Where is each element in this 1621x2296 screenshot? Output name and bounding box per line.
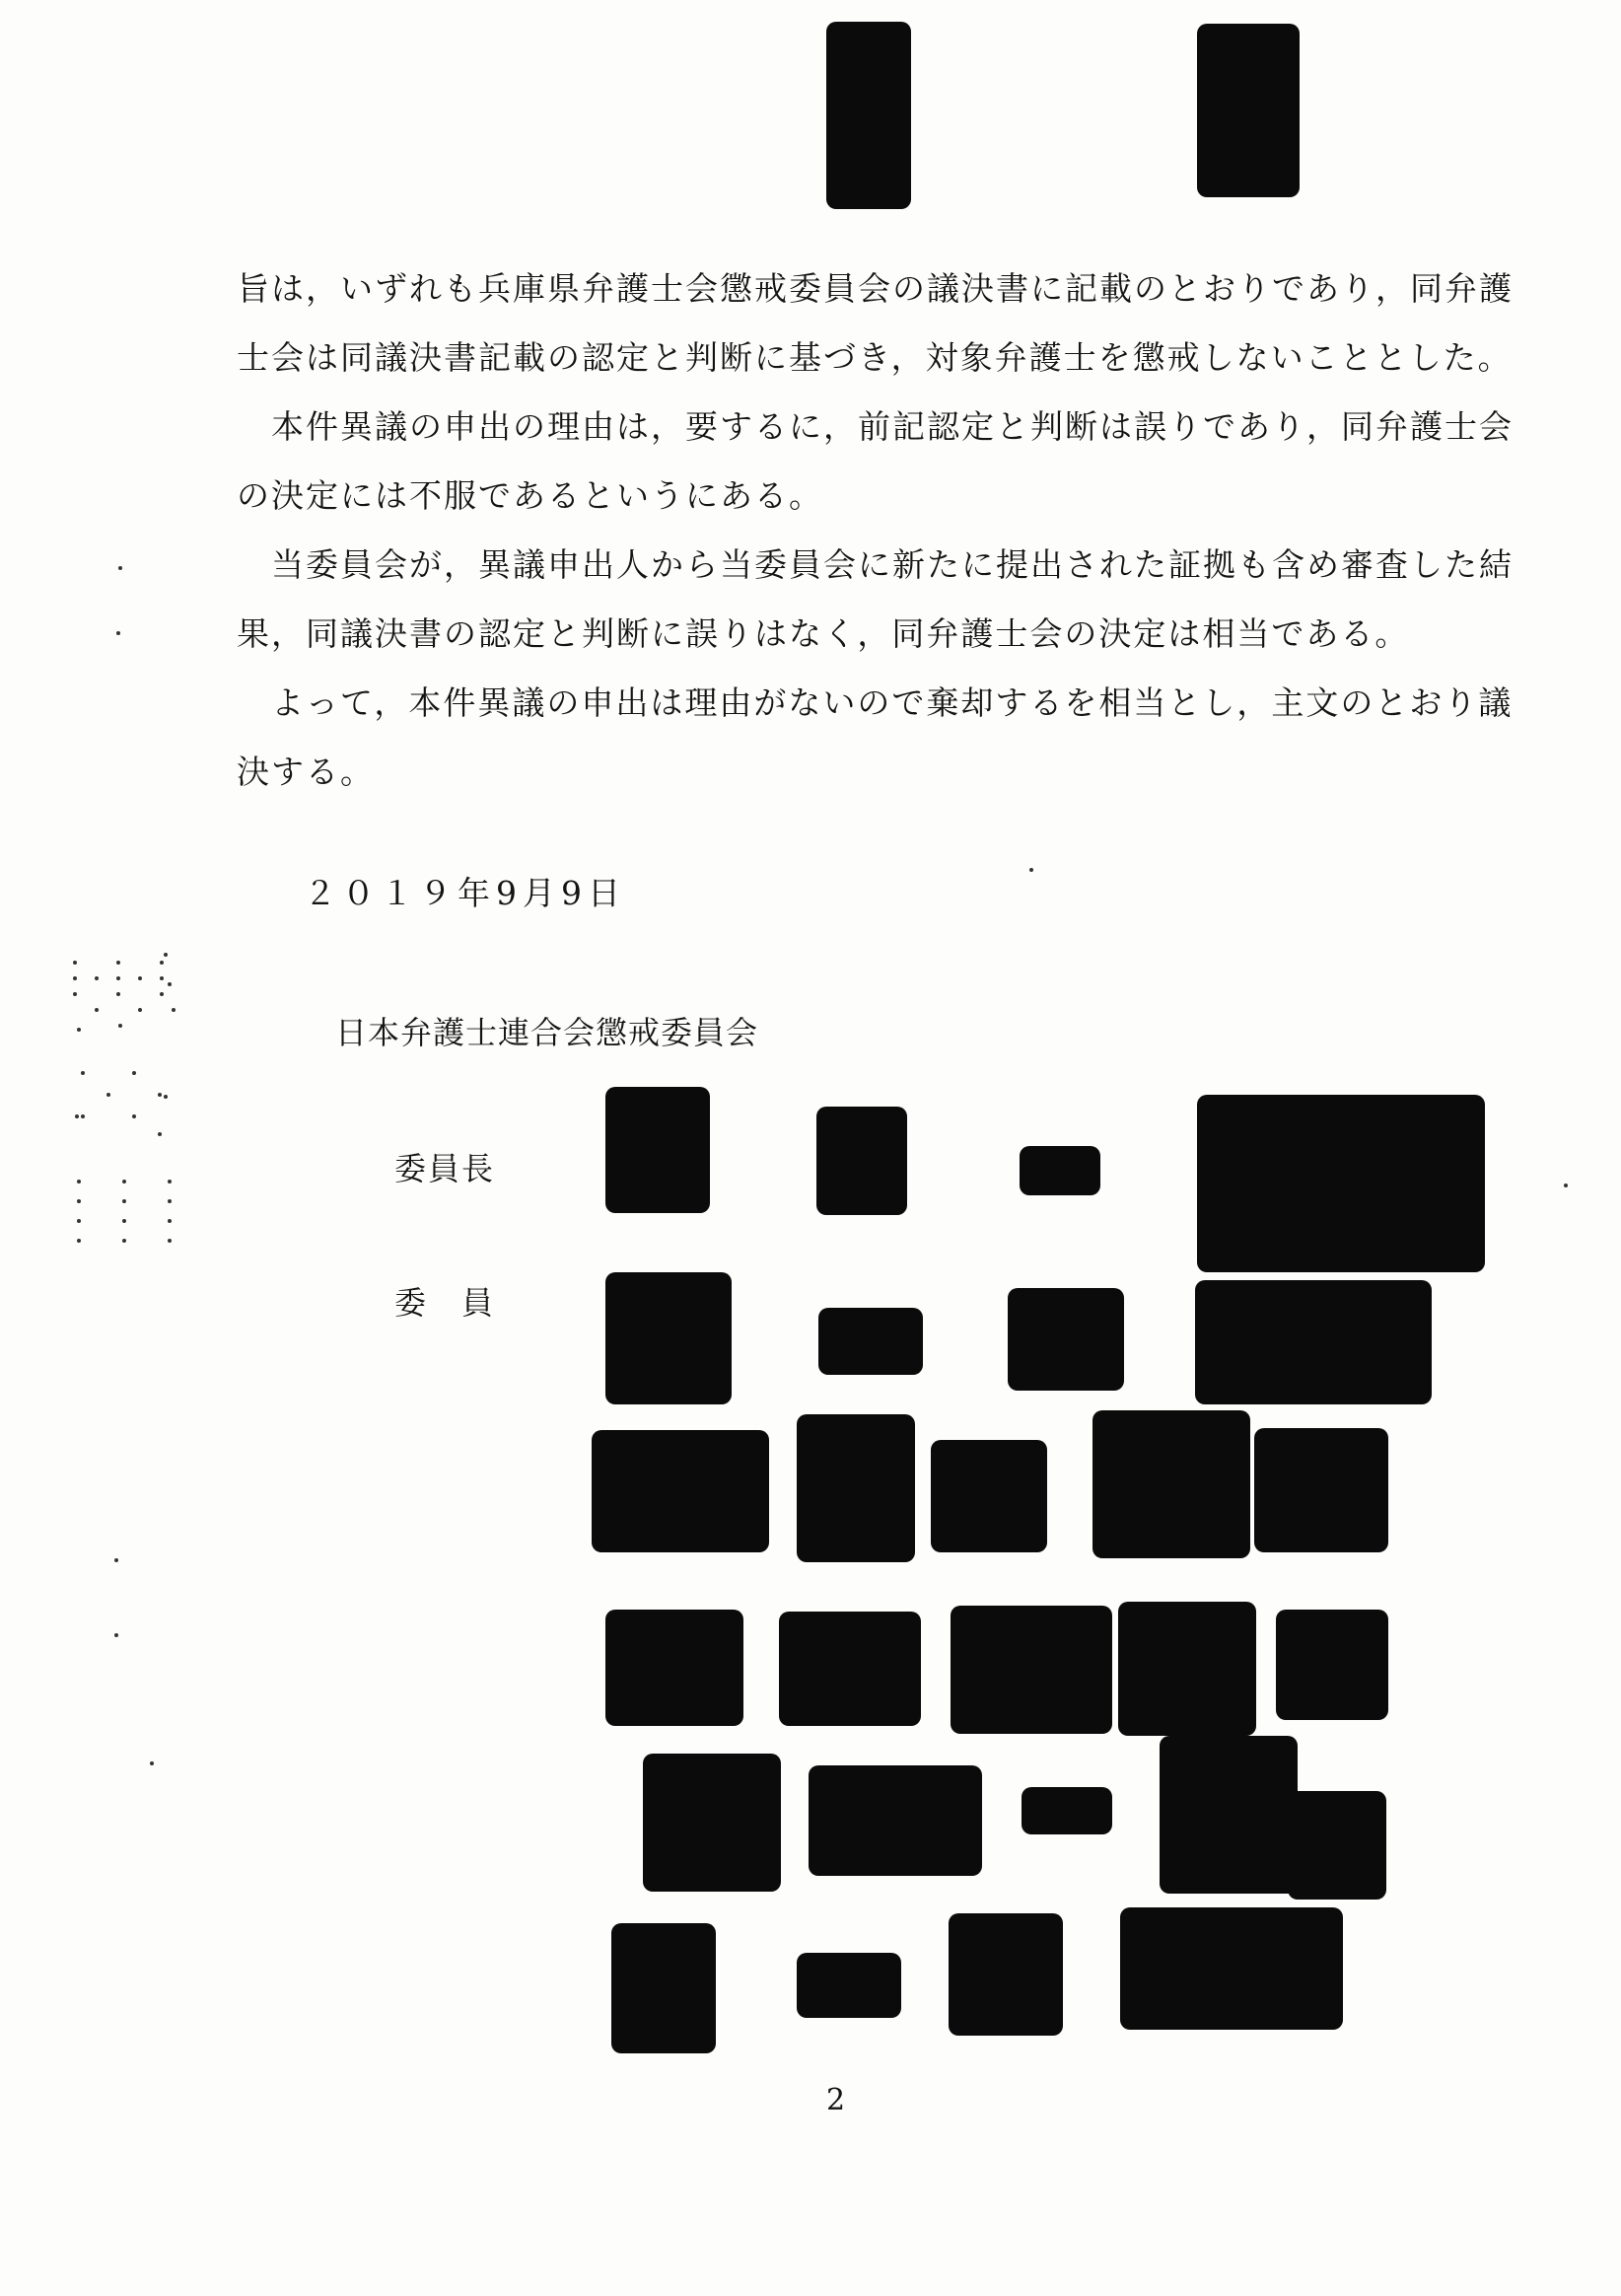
perforation-dot	[73, 992, 77, 996]
redaction-block	[605, 1272, 732, 1404]
perforation-dot	[75, 1114, 79, 1118]
perforation-dot	[77, 1199, 81, 1203]
redaction-block	[797, 1953, 901, 2018]
redaction-block	[1008, 1288, 1124, 1391]
scan-speck	[116, 631, 120, 635]
perforation-dot	[164, 953, 168, 957]
perforation-dot	[77, 1239, 81, 1243]
redaction-block	[1020, 1146, 1100, 1195]
perforation-dot	[168, 982, 172, 986]
paragraph	[237, 669, 1514, 807]
perforation-dot	[172, 1008, 176, 1012]
perforation-dot	[116, 961, 120, 965]
perforation-dot	[81, 1114, 85, 1118]
redaction-block	[643, 1754, 781, 1892]
redaction-block	[1092, 1410, 1250, 1558]
scan-speck	[114, 1633, 118, 1637]
perforation-dot	[122, 1219, 126, 1223]
text-line: 士会は同議決書記載の認定と判断に基づき，対象弁護士を懲戒しないこととした。	[237, 338, 1513, 377]
redaction-block	[826, 22, 911, 209]
scan-speck	[114, 1558, 118, 1562]
scan-speck	[118, 566, 122, 570]
role-chair-label: 委員長	[394, 1150, 496, 1187]
redaction-block	[779, 1612, 921, 1726]
perforation-dot	[164, 1095, 168, 1099]
organization-name: 日本弁護士連合会懲戒委員会	[335, 1014, 759, 1051]
perforation-dot	[132, 1071, 136, 1075]
perforation-dot	[73, 976, 77, 980]
perforation-dot	[116, 992, 120, 996]
redaction-block	[1197, 24, 1300, 197]
redaction-block	[611, 1923, 716, 2053]
scan-speck	[150, 1761, 154, 1765]
perforation-dot	[118, 1024, 122, 1028]
perforation-dot	[77, 1028, 81, 1032]
text-line: よって，本件異議の申出は理由がないので棄却するを相当とし，主文のとおり議	[237, 683, 1514, 722]
perforation-dot	[168, 1199, 172, 1203]
perforation-dot	[106, 1093, 110, 1097]
redaction-block	[818, 1308, 923, 1375]
text-line: 果，同議決書の認定と判断に誤りはなく，同弁護士会の決定は相当である。	[237, 614, 1410, 653]
redaction-block	[605, 1087, 710, 1213]
perforation-dot	[116, 976, 120, 980]
perforation-dot	[168, 1219, 172, 1223]
body-text	[237, 254, 1514, 807]
perforation-dot	[158, 1093, 162, 1097]
perforation-dot	[158, 1132, 162, 1136]
redaction-block	[1197, 1095, 1485, 1272]
redaction-block	[1288, 1791, 1386, 1900]
redaction-block	[1120, 1907, 1343, 2030]
scan-speck	[1029, 868, 1033, 872]
redaction-block	[1118, 1602, 1256, 1736]
perforation-dot	[132, 1114, 136, 1118]
perforation-dot	[160, 976, 164, 980]
redaction-block	[816, 1107, 907, 1215]
perforation-dot	[95, 976, 99, 980]
perforation-dot	[81, 1071, 85, 1075]
redaction-block	[797, 1414, 915, 1562]
perforation-dot	[160, 961, 164, 965]
perforation-dot	[73, 961, 77, 965]
text-line: 本件異議の申出の理由は，要するに，前記認定と判断は誤りであり，同弁護士会	[237, 407, 1514, 446]
perforation-dot	[160, 992, 164, 996]
perforation-dot	[122, 1180, 126, 1184]
perforation-dot	[138, 1008, 142, 1012]
perforation-mark	[69, 947, 187, 1262]
redaction-block	[931, 1440, 1047, 1552]
redaction-block	[809, 1765, 982, 1876]
perforation-dot	[122, 1239, 126, 1243]
paragraph	[237, 254, 1514, 393]
perforation-dot	[122, 1199, 126, 1203]
redaction-block	[592, 1430, 769, 1552]
perforation-dot	[168, 1239, 172, 1243]
text-line: 旨は，いずれも兵庫県弁護士会懲戒委員会の議決書に記載のとおりであり，同弁護	[237, 269, 1514, 308]
document-date: ２０１９年9月9日	[304, 874, 626, 912]
redaction-block	[1254, 1428, 1388, 1552]
role-member-label: 委 員	[394, 1284, 496, 1322]
page-number: 2	[826, 2083, 846, 2117]
text-line: 決する。	[237, 753, 375, 791]
text-line: の決定には不服であるというにある。	[237, 476, 823, 515]
paragraph	[237, 393, 1514, 531]
redaction-block	[949, 1913, 1063, 2036]
redaction-block	[1195, 1280, 1432, 1404]
redaction-block	[1160, 1736, 1298, 1894]
redaction-block	[605, 1610, 743, 1726]
perforation-dot	[138, 976, 142, 980]
redaction-block	[1276, 1610, 1388, 1720]
paragraph	[237, 531, 1514, 669]
redaction-block	[951, 1606, 1112, 1734]
perforation-dot	[77, 1180, 81, 1184]
perforation-dot	[168, 1180, 172, 1184]
redaction-block	[1022, 1787, 1112, 1834]
perforation-dot	[77, 1219, 81, 1223]
perforation-dot	[95, 1008, 99, 1012]
scan-speck	[1564, 1184, 1568, 1187]
text-line: 当委員会が，異議申出人から当委員会に新たに提出された証拠も含め審査した結	[237, 545, 1514, 584]
